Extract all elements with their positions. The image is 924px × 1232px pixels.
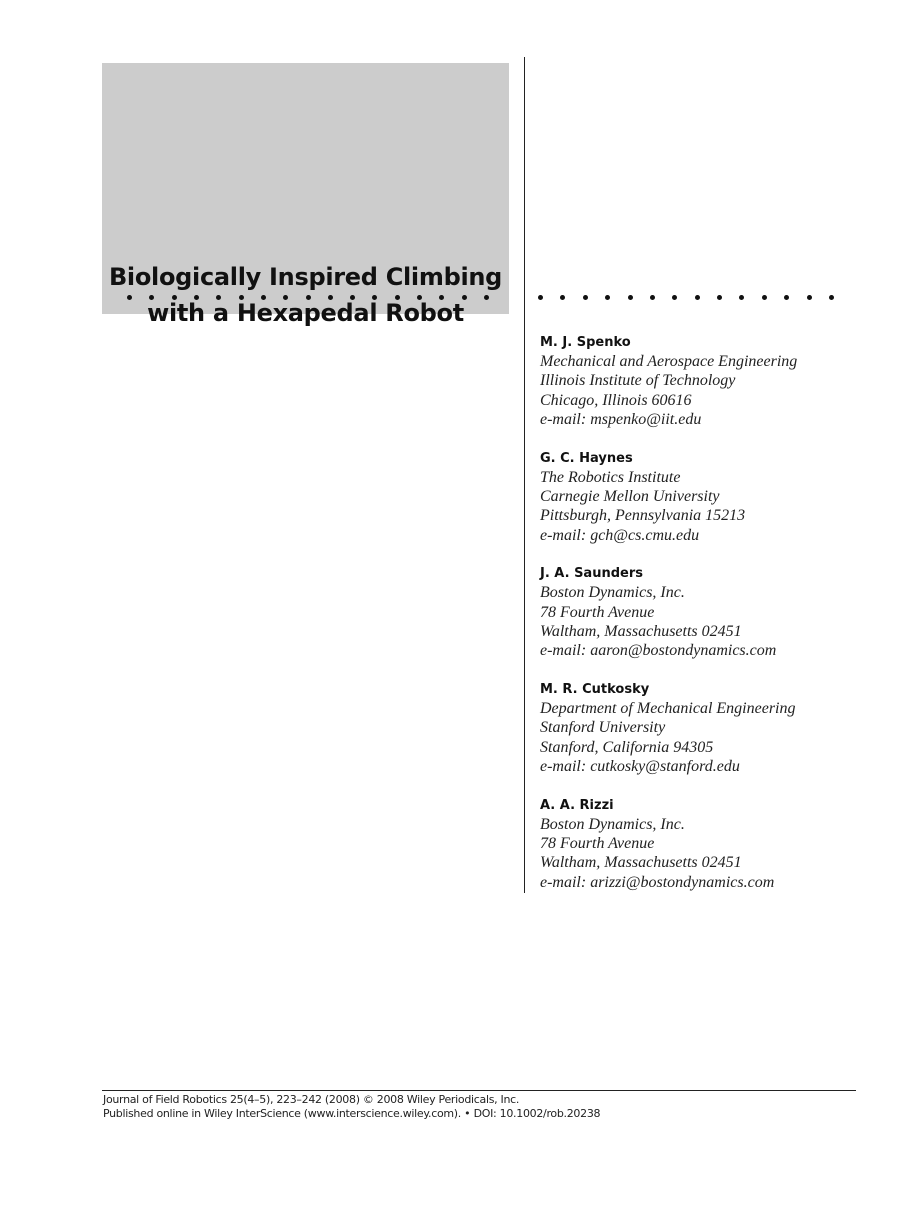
author-institution: Boston Dynamics, Inc. bbox=[540, 584, 685, 602]
author-department: The Robotics Institute bbox=[540, 468, 681, 486]
decorative-dot bbox=[807, 295, 812, 300]
decorative-dot bbox=[784, 295, 789, 300]
decorative-dot bbox=[560, 295, 565, 300]
decorative-dot bbox=[328, 295, 333, 300]
column-divider bbox=[524, 57, 525, 893]
decorative-dot bbox=[583, 295, 588, 300]
decorative-dot bbox=[417, 295, 422, 300]
decorative-dot bbox=[739, 295, 744, 300]
decorative-dot bbox=[829, 295, 834, 300]
decorative-dot bbox=[395, 295, 400, 300]
author-location: Waltham, Massachusetts 02451 bbox=[540, 623, 742, 641]
decorative-dot bbox=[484, 295, 489, 300]
author-location: Waltham, Massachusetts 02451 bbox=[540, 854, 742, 872]
decorative-dot bbox=[672, 295, 677, 300]
journal-footer bbox=[103, 1093, 863, 1121]
decorative-dot-row-right bbox=[538, 293, 834, 301]
decorative-dot bbox=[717, 295, 722, 300]
author-institution: Boston Dynamics, Inc. bbox=[540, 815, 685, 833]
author-email: e-mail: aaron@bostondynamics.com bbox=[540, 642, 777, 660]
author-block bbox=[540, 449, 900, 546]
author-email: e-mail: mspenko@iit.edu bbox=[540, 411, 702, 429]
author-name: A. A. Rizzi bbox=[540, 797, 614, 813]
decorative-dot bbox=[194, 295, 199, 300]
author-name: M. J. Spenko bbox=[540, 335, 631, 350]
author-location: Stanford, California 94305 bbox=[540, 738, 714, 756]
decorative-dot bbox=[239, 295, 244, 300]
decorative-dot bbox=[350, 295, 355, 300]
decorative-dot bbox=[172, 295, 177, 300]
author-email: e-mail: arizzi@bostondynamics.com bbox=[540, 873, 775, 891]
author-location: Chicago, Illinois 60616 bbox=[540, 391, 692, 409]
decorative-dot bbox=[462, 295, 467, 300]
author-name: G. C. Haynes bbox=[540, 450, 633, 466]
author-block bbox=[540, 333, 900, 430]
decorative-dot bbox=[538, 295, 543, 300]
author-institution: Illinois Institute of Technology bbox=[540, 372, 736, 390]
decorative-dot bbox=[216, 295, 221, 300]
decorative-dot-row-left bbox=[127, 293, 489, 301]
footer-rule bbox=[102, 1090, 856, 1091]
decorative-dot bbox=[762, 295, 767, 300]
author-institution: Carnegie Mellon University bbox=[540, 488, 720, 506]
decorative-dot bbox=[127, 295, 132, 300]
title-box bbox=[102, 63, 509, 327]
author-location: Pittsburgh, Pennsylvania 15213 bbox=[540, 507, 746, 525]
decorative-dot bbox=[372, 295, 377, 300]
decorative-dot bbox=[261, 295, 266, 300]
author-department: Mechanical and Aerospace Engineering bbox=[540, 353, 798, 370]
author-name: M. R. Cutkosky bbox=[540, 681, 650, 697]
paper-title-line-1: Biologically Inspired Climbing bbox=[108, 263, 503, 291]
author-email: e-mail: gch@cs.cmu.edu bbox=[540, 526, 700, 544]
paper-title-line-2: with a Hexapedal Robot bbox=[147, 299, 464, 327]
decorative-dot bbox=[650, 295, 655, 300]
author-institution: Stanford University bbox=[540, 719, 666, 737]
author-street: 78 Fourth Avenue bbox=[540, 834, 655, 852]
author-street: 78 Fourth Avenue bbox=[540, 603, 655, 621]
decorative-dot bbox=[628, 295, 633, 300]
journal-citation: Journal of Field Robotics 25(4–5), 223–242 (2008) © 2008 Wiley Periodicals, Inc. bbox=[103, 1093, 520, 1106]
author-email: e-mail: cutkosky@stanford.edu bbox=[540, 758, 740, 776]
author-block bbox=[540, 680, 900, 777]
decorative-dot bbox=[149, 295, 154, 300]
author-block bbox=[540, 796, 900, 893]
author-list bbox=[540, 333, 900, 911]
author-name: J. A. Saunders bbox=[540, 566, 643, 582]
decorative-dot bbox=[439, 295, 444, 300]
publication-info: Published online in Wiley InterScience (www.interscience.wiley.com). • DOI: 10.1002/rob.20238 bbox=[103, 1107, 601, 1120]
author-block bbox=[540, 564, 900, 661]
author-department: Department of Mechanical Engineering bbox=[540, 699, 796, 717]
decorative-dot bbox=[695, 295, 700, 300]
decorative-dot bbox=[306, 295, 311, 300]
decorative-dot bbox=[283, 295, 288, 300]
decorative-dot bbox=[605, 295, 610, 300]
